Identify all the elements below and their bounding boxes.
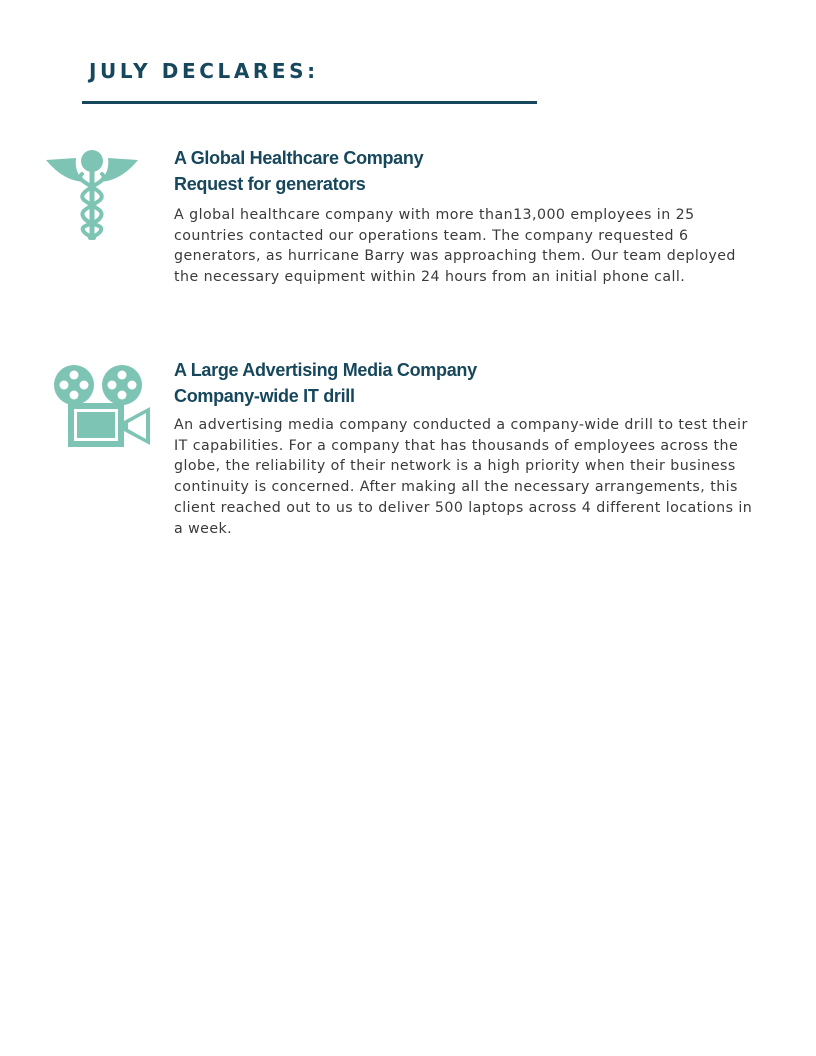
case-subject: Request for generators	[174, 174, 366, 194]
page-heading: JULY DECLARES:	[89, 59, 319, 83]
film-camera-icon	[52, 365, 152, 449]
case-title-healthcare	[174, 145, 423, 197]
heading-divider	[82, 101, 537, 104]
case-company: A Large Advertising Media Company	[174, 360, 477, 380]
case-body-advertising: An advertising media company conducted a company-wide drill to test their IT capabilities. For a company that has thousands of employees across the globe, the reliability of their network is a high priority when their business continuity is concerned. After making all the necessary arrangements, this client reached out to us to deliver 500 laptops across 4 different locations in a week.	[174, 417, 753, 537]
case-subject: Company-wide IT drill	[174, 386, 355, 406]
case-title-advertising	[174, 357, 477, 409]
case-body-healthcare: A global healthcare company with more than13,000 employees in 25 countries contacted our operations team. The company requested 6 generators, as hurricane Barry was approaching them. Our team deployed the necessary equipment within 24 hours from an initial phone call.	[174, 207, 736, 286]
case-company: A Global Healthcare Company	[174, 148, 424, 168]
caduceus-icon	[44, 148, 140, 242]
